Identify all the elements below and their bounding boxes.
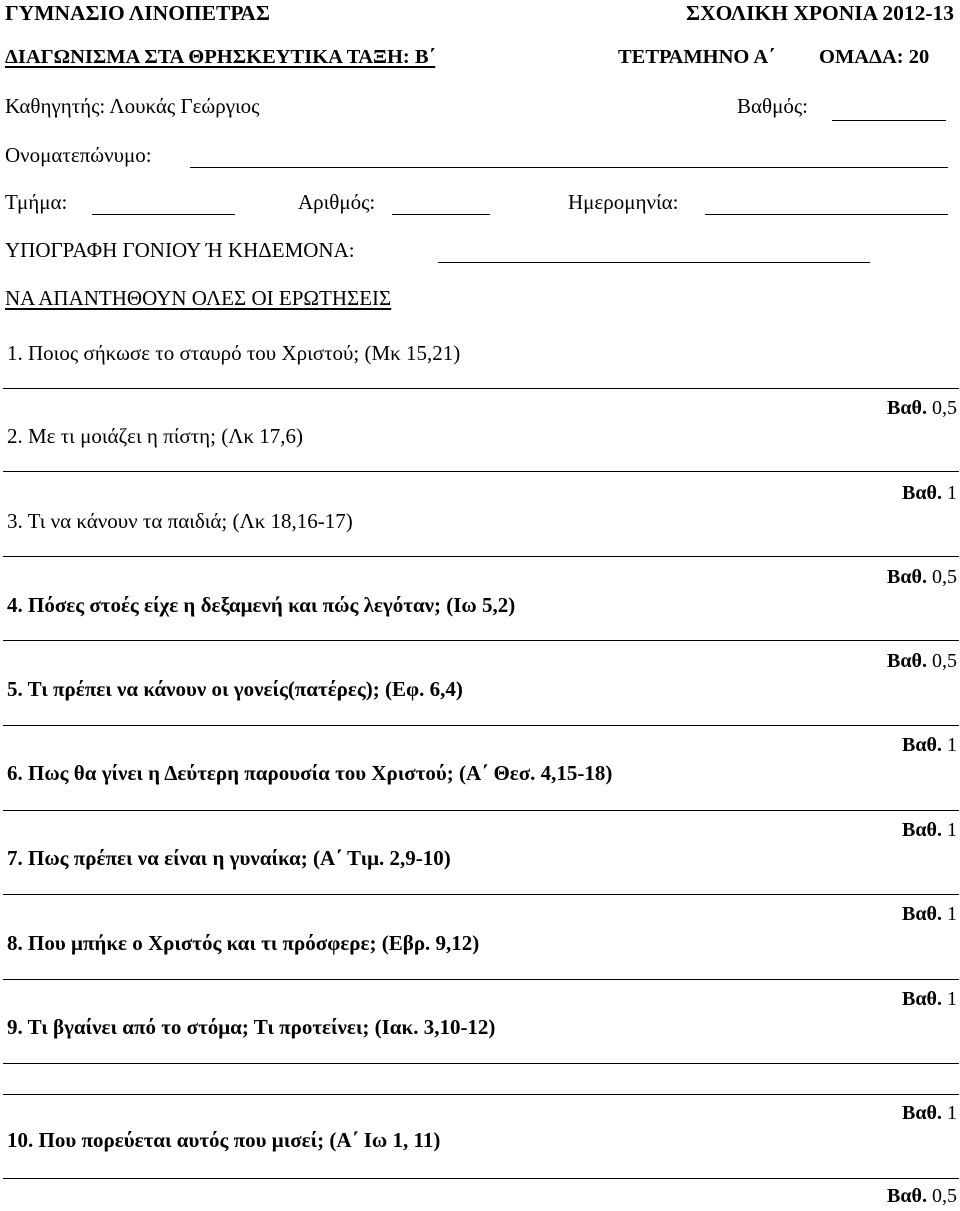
question-3: 3. Τι να κάνουν τα παιδιά; (Λκ 18,16-17) bbox=[7, 509, 353, 533]
question-8: 8. Που μπήκε ο Χριστός και τι πρόσφερε; (Εβρ. 9,12) bbox=[7, 931, 480, 955]
question-7: 7. Πως πρέπει να είναι η γυναίκα; (Α΄ Τιμ. 2,9-10) bbox=[7, 846, 451, 870]
question-5: 5. Τι πρέπει να κάνουν οι γονείς(πατέρες); (Εφ. 6,4) bbox=[7, 677, 463, 701]
answer-line-5[interactable] bbox=[3, 725, 959, 726]
score-2: Βαθ. 1 bbox=[902, 482, 957, 504]
date-field[interactable] bbox=[705, 214, 948, 215]
question-10: 10. Που πορεύεται αυτός που μισεί; (Α΄ Ιω 1, 11) bbox=[7, 1128, 441, 1152]
exam-title: ΔΙΑΓΩΝΙΣΜΑ ΣΤΑ ΘΡΗΣΚΕΥΤΙΚΑ ΤΑΞΗ: Β΄ bbox=[5, 46, 436, 68]
fullname-label: Ονοματεπώνυμο: bbox=[5, 143, 152, 167]
answer-line-3[interactable] bbox=[3, 556, 959, 557]
question-1: 1. Ποιος σήκωσε το σταυρό του Χριστού; (Μκ 15,21) bbox=[7, 341, 461, 365]
number-field[interactable] bbox=[392, 214, 490, 215]
teacher: Καθηγητής: Λουκάς Γεώργιος bbox=[5, 94, 260, 118]
answer-line-9b[interactable] bbox=[3, 1094, 959, 1095]
answer-line-2[interactable] bbox=[3, 471, 959, 472]
grade-field[interactable] bbox=[832, 120, 946, 121]
score-4: Βαθ. 0,5 bbox=[887, 650, 957, 672]
question-2: 2. Με τι μοιάζει η πίστη; (Λκ 17,6) bbox=[7, 424, 304, 448]
signature-label: ΥΠΟΓΡΑΦΗ ΓΟΝΙΟΥ Ή ΚΗΔΕΜΟΝΑ: bbox=[5, 238, 355, 262]
class-field[interactable] bbox=[92, 214, 235, 215]
question-4: 4. Πόσες στοές είχε η δεξαμενή και πώς λεγόταν; (Ιω 5,2) bbox=[7, 593, 516, 617]
date-label: Ημερομηνία: bbox=[568, 190, 679, 214]
score-10: Βαθ. 0,5 bbox=[887, 1185, 957, 1207]
answer-line-9a[interactable] bbox=[3, 1063, 959, 1064]
class-label: Τμήμα: bbox=[5, 190, 68, 214]
grade-label: Βαθμός: bbox=[737, 94, 808, 118]
score-6: Βαθ. 1 bbox=[902, 819, 957, 841]
score-8: Βαθ. 1 bbox=[902, 988, 957, 1010]
signature-field[interactable] bbox=[438, 262, 870, 263]
group: ΟΜΑΔΑ: 20 bbox=[819, 46, 930, 68]
school-year: ΣΧΟΛΙΚΗ ΧΡΟΝΙΑ 2012-13 bbox=[686, 1, 954, 25]
score-5: Βαθ. 1 bbox=[902, 734, 957, 756]
question-9: 9. Τι βγαίνει από το στόμα; Τι προτείνει; (Ιακ. 3,10-12) bbox=[7, 1015, 496, 1039]
answer-line-1[interactable] bbox=[3, 388, 959, 389]
school-name: ΓΥΜΝΑΣΙΟ ΛΙΝΟΠΕΤΡΑΣ bbox=[5, 1, 270, 25]
score-3: Βαθ. 0,5 bbox=[887, 566, 957, 588]
instruction: ΝΑ ΑΠΑΝΤΗΘΟΥΝ ΟΛΕΣ ΟΙ ΕΡΩΤΗΣΕΙΣ bbox=[5, 286, 392, 310]
semester: ΤΕΤΡΑΜΗΝΟ Α΄ bbox=[618, 46, 776, 68]
score-7: Βαθ. 1 bbox=[902, 903, 957, 925]
number-label: Αριθμός: bbox=[298, 190, 376, 214]
answer-line-7[interactable] bbox=[3, 894, 959, 895]
score-9: Βαθ. 1 bbox=[902, 1102, 957, 1124]
fullname-field[interactable] bbox=[190, 167, 948, 168]
answer-line-10[interactable] bbox=[3, 1178, 959, 1179]
question-6: 6. Πως θα γίνει η Δεύτερη παρουσία του Χριστού; (Α΄ Θεσ. 4,15-18) bbox=[7, 761, 613, 785]
answer-line-8[interactable] bbox=[3, 979, 959, 980]
score-1: Βαθ. 0,5 bbox=[887, 397, 957, 419]
answer-line-6[interactable] bbox=[3, 810, 959, 811]
answer-line-4[interactable] bbox=[3, 640, 959, 641]
